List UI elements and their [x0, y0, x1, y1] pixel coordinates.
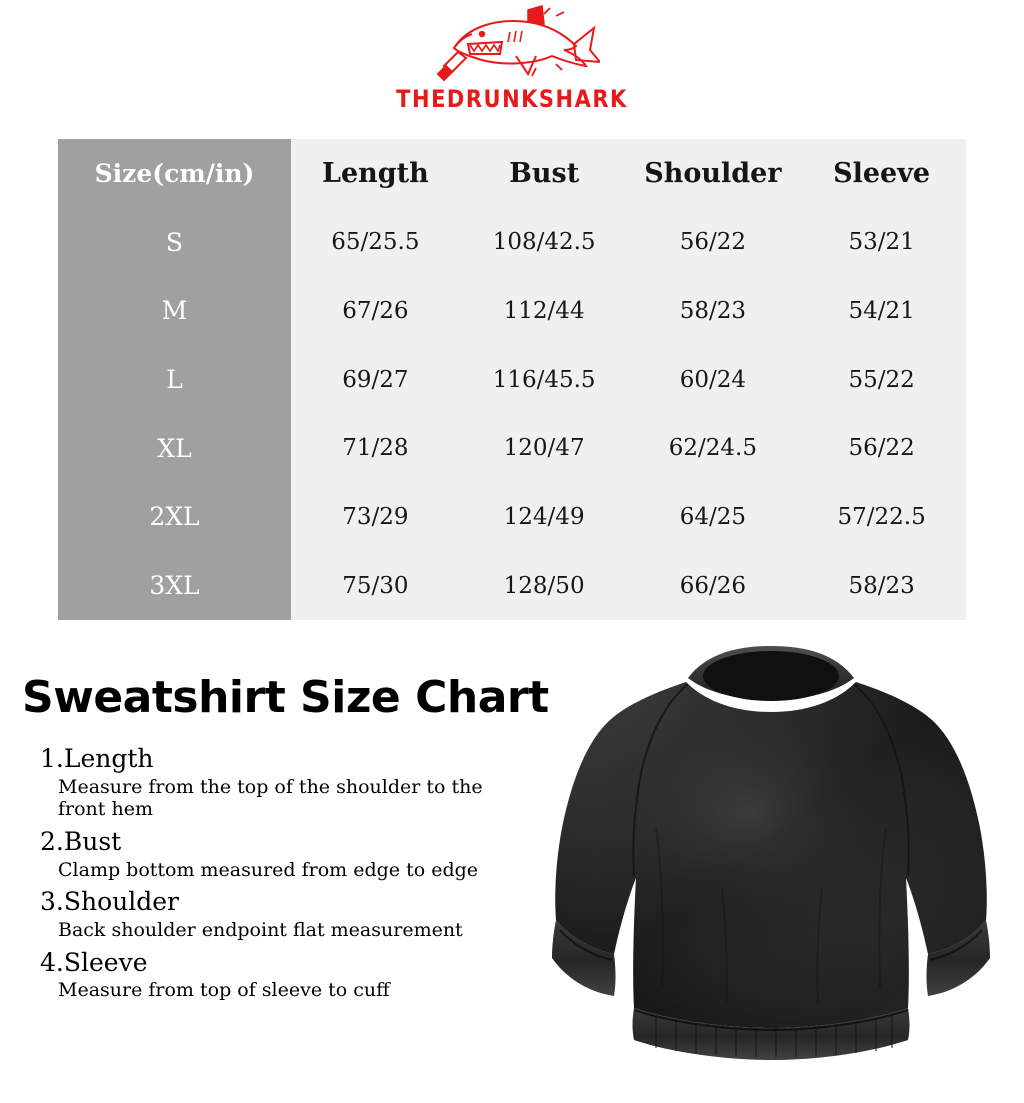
table-header-shoulder: Shoulder	[644, 157, 782, 189]
cell-sleeve: 53/21	[848, 229, 915, 256]
cell-shoulder: 62/24.5	[668, 435, 757, 462]
size-cell: L	[166, 365, 183, 395]
measurement-columns	[291, 139, 966, 620]
instruction-item	[40, 827, 550, 881]
cell-sleeve: 57/22.5	[837, 503, 926, 530]
instruction-title: 4.Sleeve	[40, 947, 148, 977]
size-cell: XL	[157, 433, 192, 463]
table-row	[291, 483, 966, 552]
cell-bust: 108/42.5	[492, 229, 596, 256]
table-row	[291, 345, 966, 414]
cell-length: 75/30	[342, 572, 409, 599]
instruction-desc: Back shoulder endpoint flat measurement	[58, 918, 463, 941]
cell-shoulder: 64/25	[679, 503, 747, 530]
table-row	[291, 276, 966, 345]
brand-name: THEDRUNKSHARK	[396, 85, 628, 113]
page-title: Sweatshirt Size Chart	[22, 672, 549, 723]
cell-sleeve: 54/21	[848, 297, 915, 324]
instruction-title: 3.Shoulder	[40, 887, 179, 917]
table-row	[291, 208, 966, 277]
size-cell: 3XL	[149, 571, 200, 601]
size-cell: 2XL	[149, 502, 200, 532]
cell-sleeve: 58/23	[848, 572, 915, 599]
cell-bust: 116/45.5	[492, 366, 596, 393]
cell-bust: 128/50	[503, 572, 585, 599]
instruction-desc: Clamp bottom measured from edge to edge	[58, 858, 479, 881]
cell-bust: 120/47	[503, 435, 585, 462]
brand-logo	[0, 4, 1024, 111]
cell-shoulder: 60/24	[679, 366, 747, 393]
table-row	[291, 414, 966, 483]
cell-shoulder: 66/26	[679, 572, 747, 599]
size-table	[58, 139, 966, 620]
cell-bust: 124/49	[503, 503, 585, 530]
table-header-size: Size(cm/in)	[94, 158, 255, 188]
instruction-desc: Measure from top of sleeve to cuff	[58, 979, 390, 1002]
table-row	[291, 551, 966, 620]
cell-shoulder: 56/22	[679, 229, 747, 256]
cell-length: 65/25.5	[331, 229, 420, 256]
size-column	[58, 139, 291, 620]
cell-sleeve: 55/22	[848, 366, 915, 393]
shark-logo-icon	[424, 4, 600, 93]
instruction-title: 1.Length	[40, 744, 154, 773]
instruction-item	[40, 948, 550, 1002]
size-cell: S	[165, 227, 184, 257]
table-header-row	[291, 139, 966, 208]
cell-sleeve: 56/22	[848, 435, 915, 462]
bottom-section	[0, 640, 1024, 1103]
table-header-length: Length	[321, 157, 429, 189]
cell-bust: 112/44	[503, 297, 585, 324]
instruction-title: 2.Bust	[40, 827, 122, 857]
instruction-item	[40, 887, 550, 941]
instruction-item	[40, 744, 550, 821]
cell-length: 73/29	[342, 503, 409, 530]
cell-length: 67/26	[342, 297, 409, 324]
black-sweatshirt-illustration	[536, 638, 1006, 1068]
instruction-desc: Measure from the top of the shoulder to the front hem	[58, 775, 483, 821]
table-header-sleeve: Sleeve	[833, 157, 931, 189]
cell-length: 69/27	[342, 366, 409, 393]
cell-length: 71/28	[342, 435, 409, 462]
cell-shoulder: 58/23	[679, 297, 747, 324]
measure-instructions	[40, 744, 550, 1008]
size-cell: M	[161, 296, 188, 326]
table-header-bust: Bust	[509, 157, 580, 189]
